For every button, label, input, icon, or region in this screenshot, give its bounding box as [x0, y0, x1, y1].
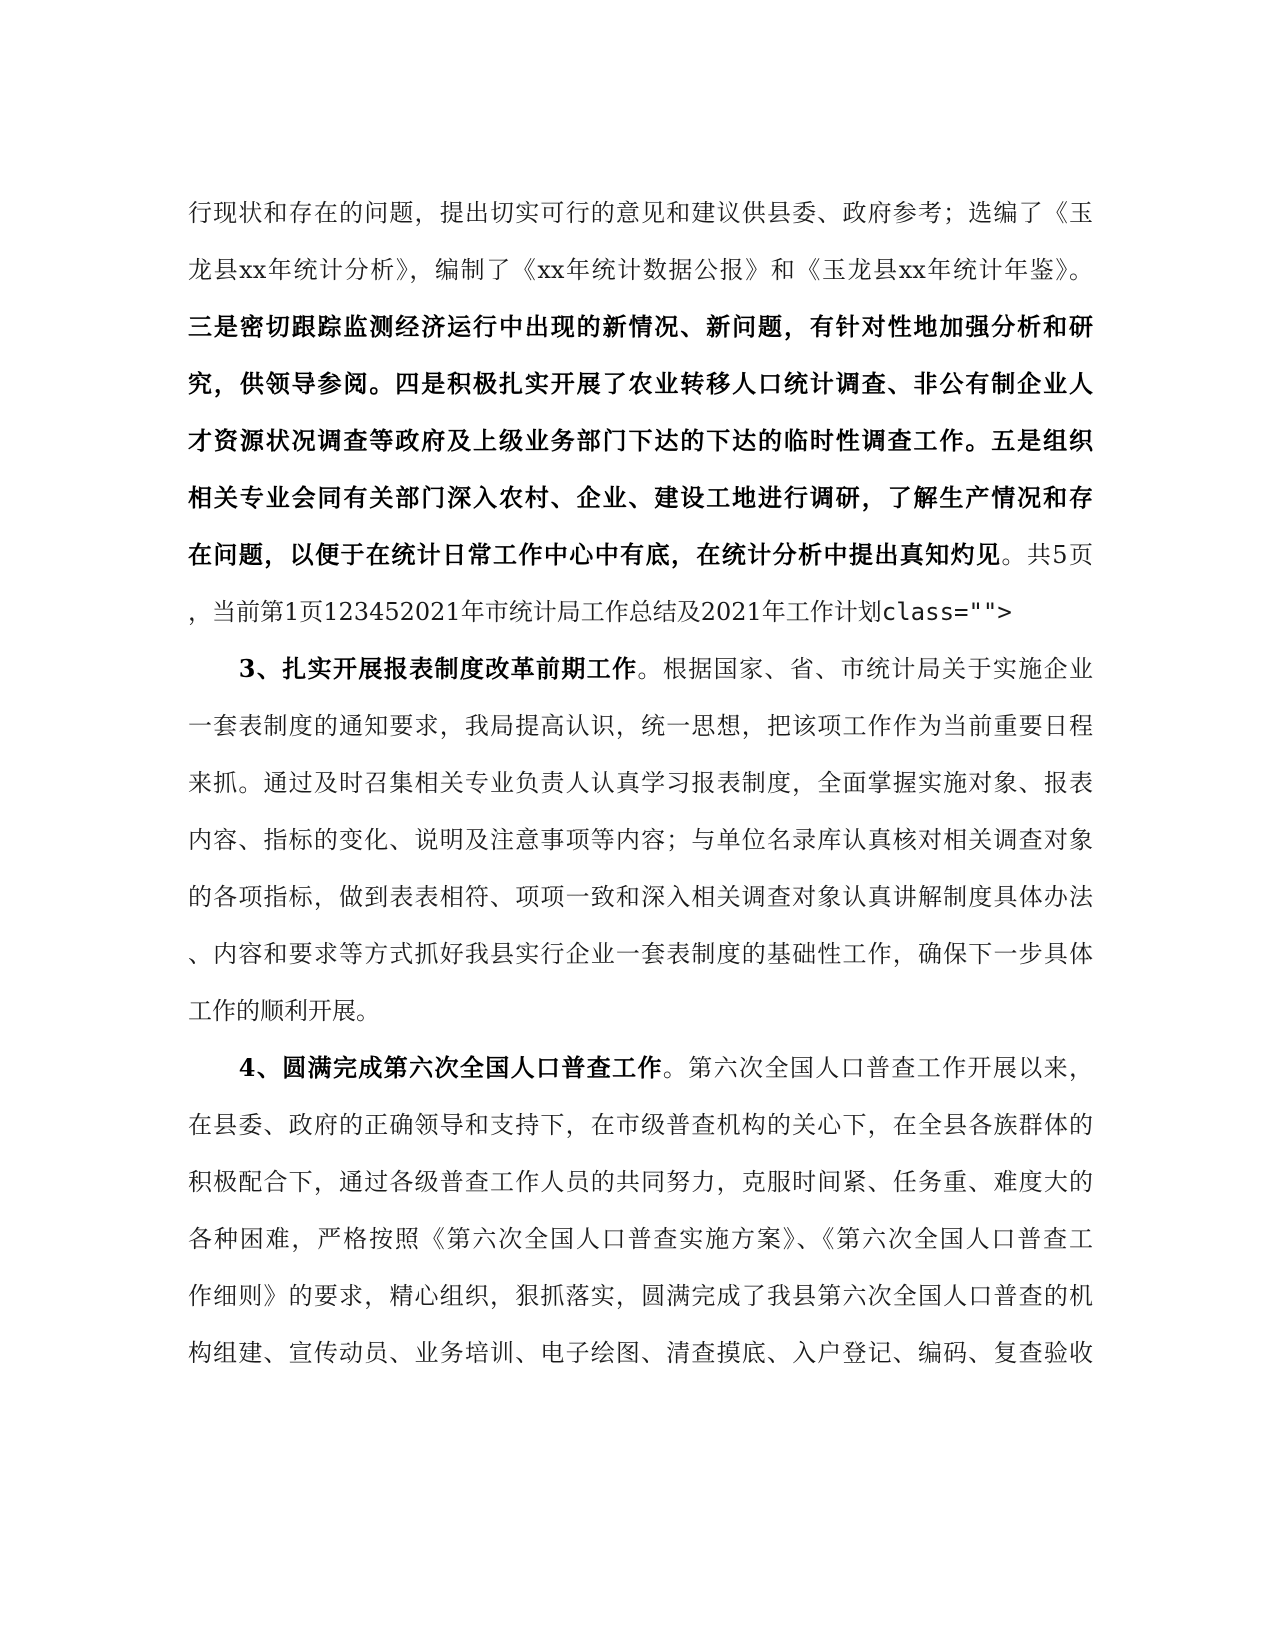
text-segment: 积极配合下，通过各级普查工作人员的共同努力，克服时间紧、任务重、难度大的: [188, 1168, 1093, 1196]
text-segment: 构组建、宣传动员、业务培训、电子绘图、清查摸底、入户登记、编码、复查验收: [188, 1339, 1093, 1367]
text-segment: 内容、指标的变化、说明及注意事项等内容；与单位名录库认真核对相关调查对象: [188, 826, 1093, 854]
text-segment: 作细则》的要求，精心组织，狠抓落实，圆满完成了我县第六次全国人口普查的机: [188, 1282, 1093, 1310]
text-line-15: [188, 991, 1093, 1031]
text-line-1: [188, 193, 1093, 233]
text-segment: 在县委、政府的正确领导和支持下，在市级普查机构的关心下，在全县各族群体的: [188, 1111, 1093, 1139]
text-segment-bold: 在问题，以便于在统计日常工作中心中有底，在统计分析中提出真知灼见: [188, 540, 1002, 569]
text-line-20: [188, 1276, 1093, 1316]
text-line-8: [188, 592, 1093, 632]
text-segment: 。第六次全国人口普查工作开展以来，: [662, 1054, 1093, 1082]
text-segment: 工作的顺利开展。: [188, 997, 380, 1025]
text-segment: 行现状和存在的问题，提出切实可行的意见和建议供县委、政府参考；选编了《玉: [188, 199, 1093, 227]
text-line-5: [188, 421, 1093, 461]
text-segment: 相关专业会同有关部门深入农村、企业、建设工地进行调研，了解生产情况和存: [188, 483, 1093, 512]
text-line-13: [188, 877, 1093, 917]
text-line-7: [188, 535, 1093, 575]
text-line-18: [188, 1162, 1093, 1202]
text-segment: 来抓。通过及时召集相关专业负责人认真学习报表制度，全面掌握实施对象、报表: [188, 769, 1093, 797]
text-line-9: [188, 649, 1093, 689]
text-segment: 、内容和要求等方式抓好我县实行企业一套表制度的基础性工作，确保下一步具体: [188, 940, 1093, 968]
page-count-text: 。共5页: [1001, 541, 1093, 569]
stray-markup-text: class="">: [881, 598, 1012, 626]
text-line-4: [188, 364, 1093, 404]
section-heading-4: 4、圆满完成第六次全国人口普查工作: [188, 1053, 663, 1082]
text-line-12: [188, 820, 1093, 860]
text-line-14: [188, 934, 1093, 974]
text-line-17: [188, 1105, 1093, 1145]
text-segment: 。根据国家、省、市统计局关于实施企业: [637, 655, 1093, 683]
text-segment: 究，供领导参阅。四是积极扎实开展了农业转移人口统计调查、非公有制企业人: [188, 369, 1093, 398]
text-segment: 龙县xx年统计分析》，编制了《xx年统计数据公报》和《玉龙县xx年统计年鉴》。: [188, 256, 1093, 284]
text-segment: 三是密切跟踪监测经济运行中出现的新情况、新问题，有针对性地加强分析和研: [188, 312, 1093, 341]
text-segment: 各种困难，严格按照《第六次全国人口普查实施方案》、《第六次全国人口普查工: [188, 1225, 1093, 1253]
text-line-16: [188, 1048, 1093, 1088]
section-heading-3: 3、扎实开展报表制度改革前期工作: [188, 654, 638, 683]
text-line-21: [188, 1333, 1093, 1373]
page-info-text: ，当前第1页123452021年市统计局工作总结及2021年工作计划: [188, 598, 882, 626]
text-line-11: [188, 763, 1093, 803]
text-line-6: [188, 478, 1093, 518]
text-segment: 才资源状况调查等政府及上级业务部门下达的下达的临时性调查工作。五是组织: [188, 426, 1093, 455]
text-line-19: [188, 1219, 1093, 1259]
text-segment: 一套表制度的通知要求，我局提高认识，统一思想，把该项工作作为当前重要日程: [188, 712, 1093, 740]
text-line-3: [188, 307, 1093, 347]
text-segment: 的各项指标，做到表表相符、项项一致和深入相关调查对象认真讲解制度具体办法: [188, 883, 1093, 911]
text-line-2: [188, 250, 1093, 290]
text-line-10: [188, 706, 1093, 746]
